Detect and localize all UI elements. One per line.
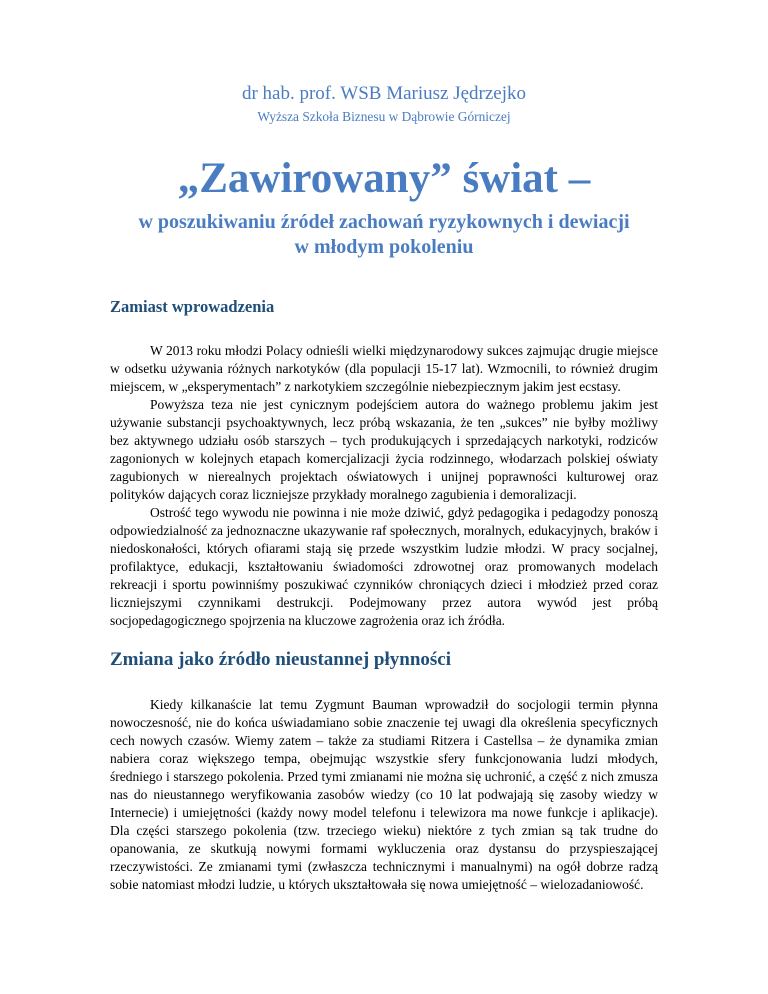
section-introduction-body [110,342,658,630]
paragraph: Powyższa teza nie jest cynicznym podejściem autora do ważnego problemu jakim jest używanie substancji psychoaktywnych, lecz próbą wskazania, że ten „sukces” nie byłby możliwy bez aktywnego udziału osób starszych – tych produkujących i sprzedających narkotyki, rodziców zagonionych w kolejnych etapach komercjalizacji życia rodzinnego, włodarzach polskiej oświaty zagubionych w nierealnych projektach oświatowych i unijnej poprawności kulturowej oraz polityków dających coraz liczniejsze przykłady moralnego zagubienia i demoralizacji. [110,397,658,502]
subtitle-line-1: w poszukiwaniu źródeł zachowań ryzykownych i dewiacji [138,211,630,233]
document-title: „Zawirowany” świat – [177,155,591,202]
subtitle-line-2: w młodym pokoleniu [294,236,474,258]
document-subtitle [110,210,658,260]
paragraph: Ostrość tego wywodu nie powinna i nie może dziwić, gdyż pedagogika i pedagodzy ponoszą odpowiedzialność za jednoznaczne ukazywanie raf społecznych, moralnych, edukacyjnych, braków i niedoskonałości, których ofiarami stają się przede wszystkim ludzie młodzi. W pracy socjalnej, profilaktyce, edukacji, kształtowaniu świadomości zdrowotnej oraz promowanych modelach rekreacji i sportu powinniśmy poszukiwać czynników chroniących dzieci i młodzież przed coraz liczniejszymi czynnikami destrukcji. Podejmowany przez autora wywód jest próbą socjopedagogicznego spojrzenia na kluczowe zagrożenia oraz ich źródła. [110,505,658,628]
section-heading-introduction: Zamiast wprowadzenia [110,297,275,316]
paragraph: Kiedy kilkanaście lat temu Zygmunt Bauman wprowadził do socjologii termin płynna nowoczesność, nie do końca uświadamiano sobie znaczenie tej uwagi dla określenia specyficznych cech nowych czasów. Wiemy zatem – także za studiami Ritzera i Castellsa – że dynamika zmian nabiera coraz większego tempa, obejmując wszystkie sfery funkcjonowania ludzi młodych, średniego i starszego pokolenia. Przed tymi zmianami nie można się uchronić, a część z nich zmusza nas do nieustannego weryfikowania zasobów wiedzy (co 10 lat podwajają się zasoby wiedzy w Internecie) i umiejętności (każdy nowy model telefonu i telewizora ma nowe funkcje i aplikacje). Dla części starszego pokolenia (tzw. trzeciego wieku) niektóre z tych zmian są tak trudne do opanowania, ze skutkują nowymi formami wykluczenia oraz dystansu do przyspieszającej rzeczywistości. Ze zmianami tymi (zwłaszcza technicznymi i manualnymi) na ogół dobrze radzą sobie natomiast młodzi ludzie, u których ukształtowała się nowa umiejętność – wielozadaniowość. [110,697,658,892]
author-name: dr hab. prof. WSB Mariusz Jędrzejko [241,83,527,104]
paragraph: W 2013 roku młodzi Polacy odnieśli wielki międzynarodowy sukces zajmując drugie miejsce w odsetku używania różnych narkotyków (dla populacji 15-17 lat). Wzmocnili, to również drugim miejscem, w „eksperymentach” z narkotykiem szczególnie niebezpiecznym jakim jest ecstasy. [110,343,658,394]
section-change-body [110,696,658,894]
author-affiliation: Wyższa Szkoła Biznesu w Dąbrowie Górniczej [257,109,511,124]
section-heading-change: Zmiana jako źródło nieustannej płynności [110,649,451,670]
